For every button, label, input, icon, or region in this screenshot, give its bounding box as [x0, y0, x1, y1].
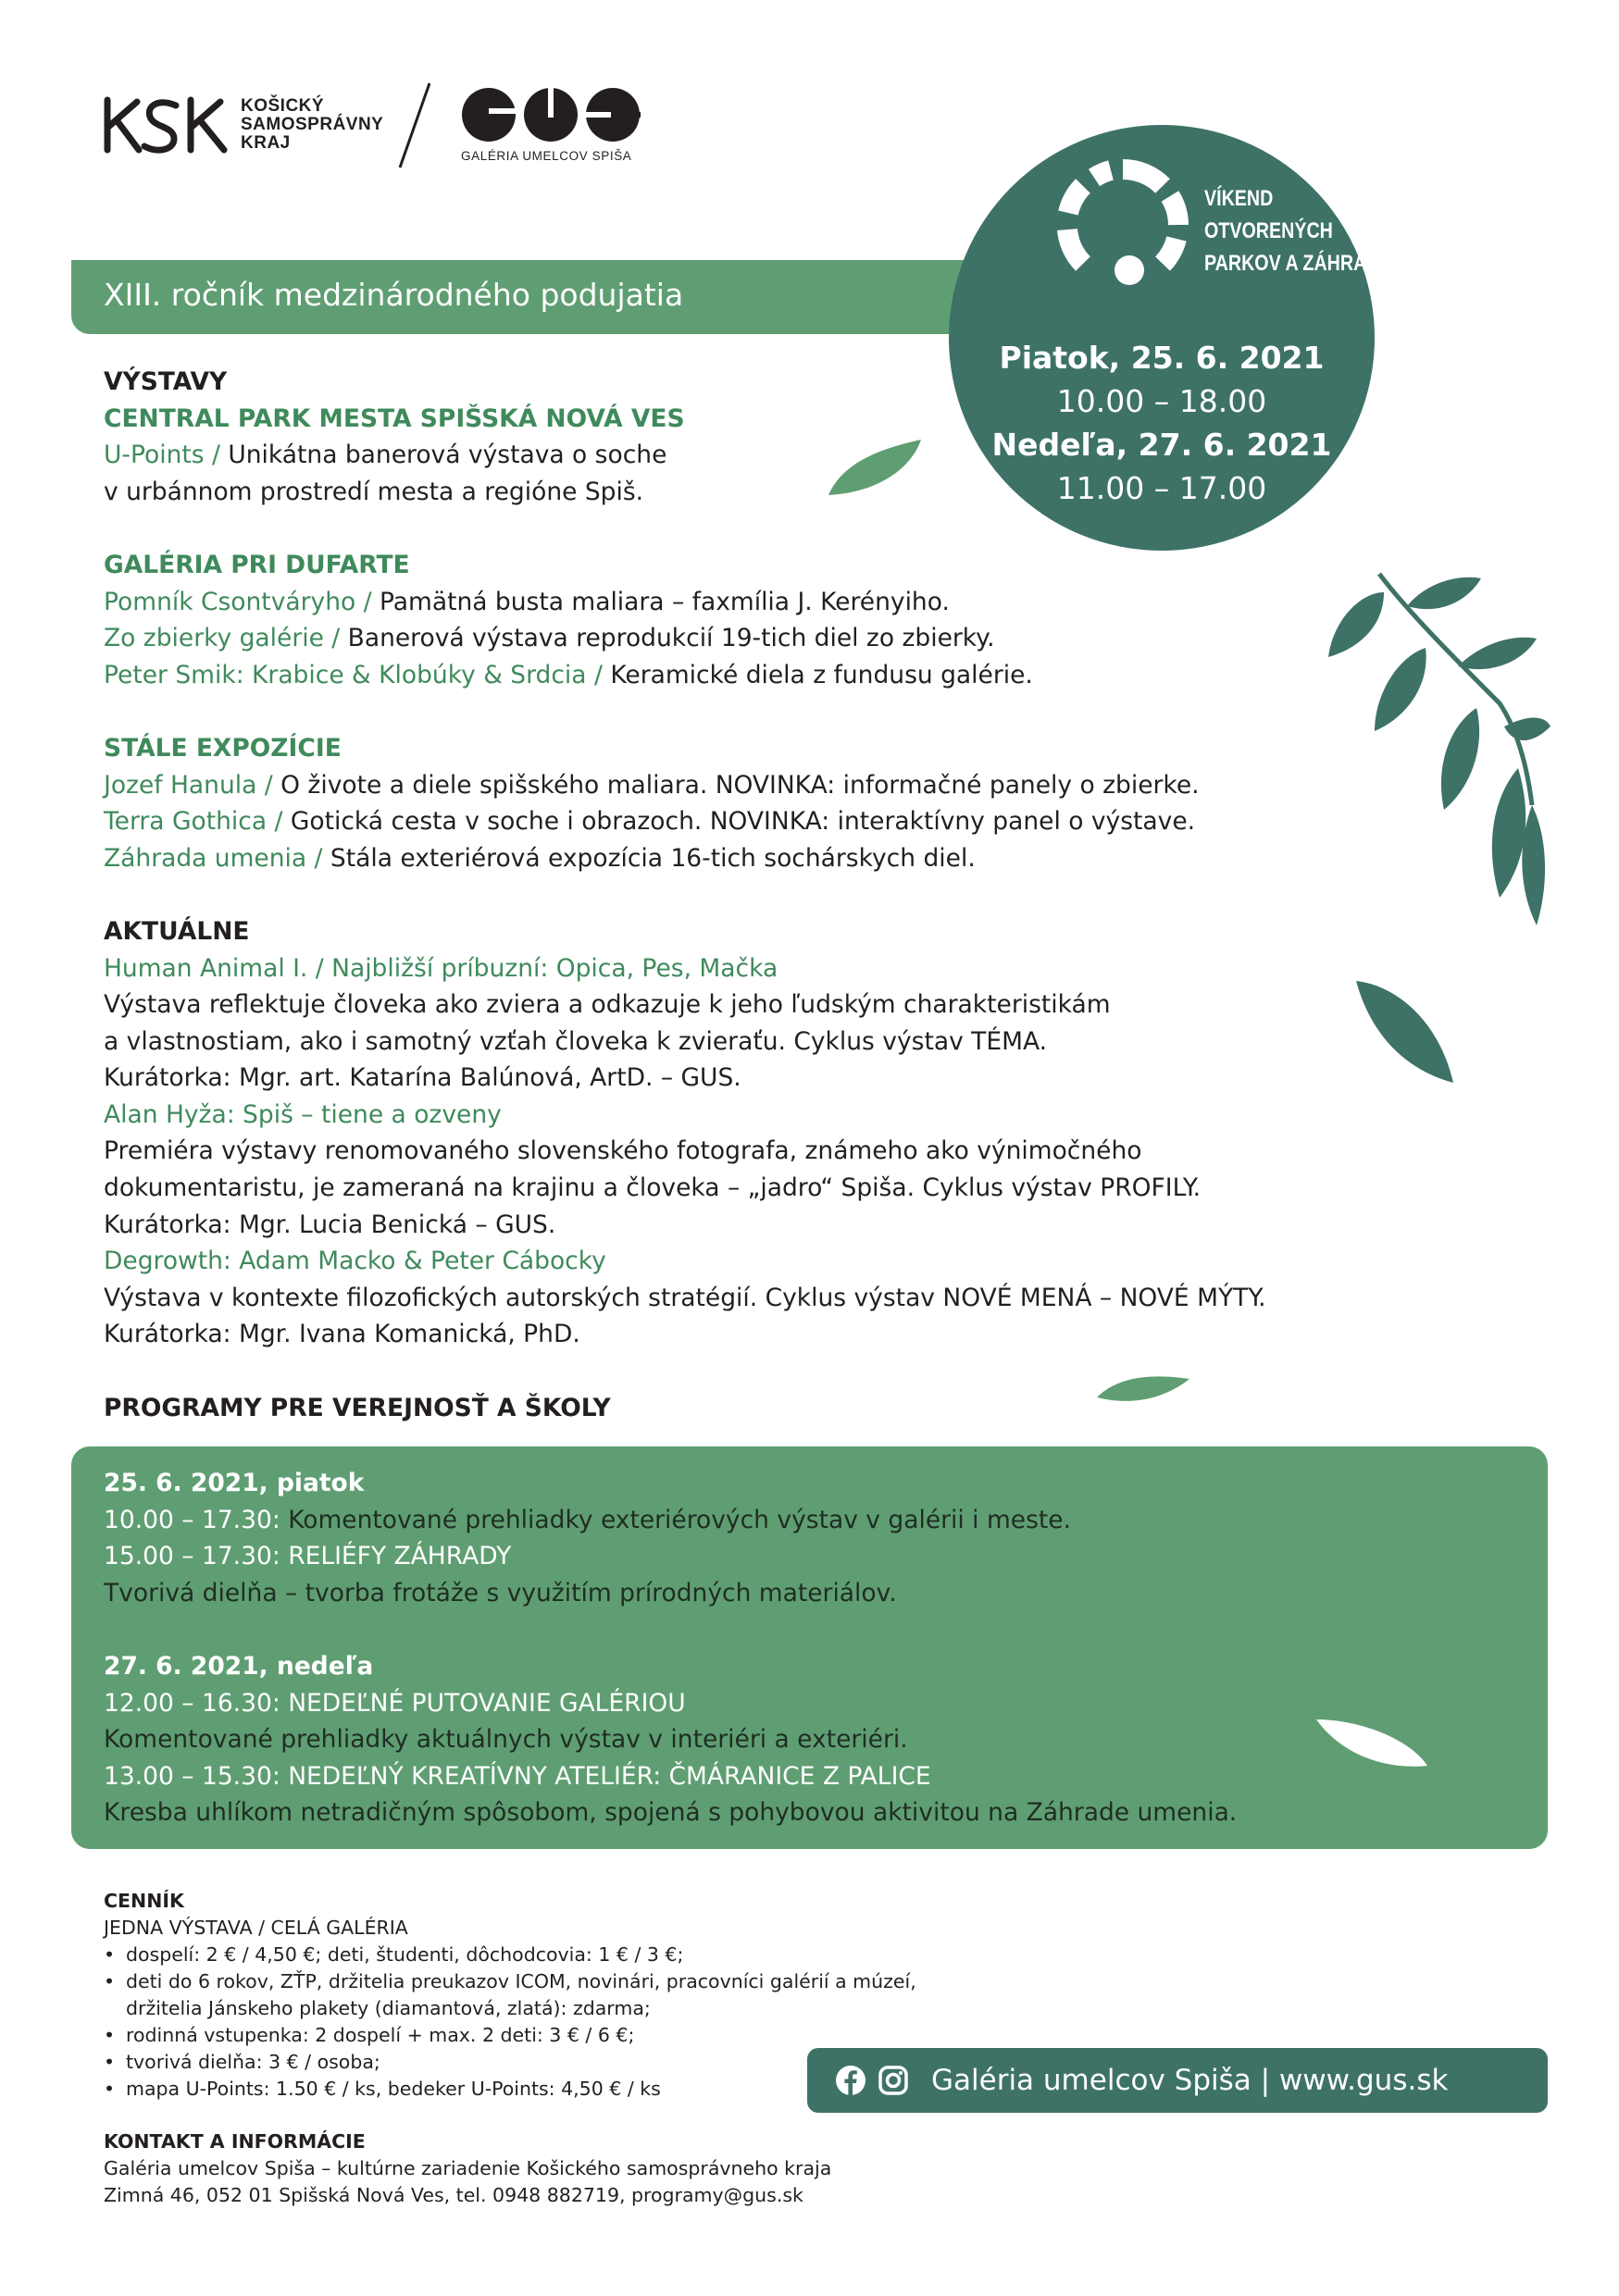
gus-logo [461, 86, 646, 163]
program-text: NEDEĽNÝ KREATÍVNY ATELIÉR: ČMÁRANICE Z PALICE [288, 1761, 931, 1791]
exhibit-title: Degrowth: Adam Macko & Peter Cábocky [104, 1247, 606, 1276]
instagram-icon[interactable] [878, 2065, 909, 2096]
program-note: Kresba uhlíkom netradičným spôsobom, spojená s pohybovou aktivitou na Záhrade umenia. [104, 1798, 1238, 1828]
facebook-icon[interactable] [835, 2065, 866, 2096]
contact-info [104, 2128, 831, 2209]
program-text: NEDEĽNÉ PUTOVANIE GALÉRIOU [288, 1688, 686, 1718]
program-text: Komentované prehliadky exteriérových výstav v galérii i meste. [288, 1505, 1072, 1534]
header-band-text: XIII. ročník medzinárodného podujatia [104, 277, 684, 313]
exhibit-item [104, 840, 1446, 877]
program-time: 13.00 – 15.30: [104, 1761, 289, 1791]
exhibit-title: Zo zbierky galérie / [104, 624, 348, 653]
header-band [71, 260, 1006, 334]
program-time: 12.00 – 16.30: [104, 1688, 289, 1718]
exhibit-description: Výstava reflektuje človeka ako zviera a odkazuje k jeho ľudským charakteristikám [104, 990, 1111, 1020]
price-heading: CENNÍK [104, 1890, 184, 1912]
exhibit-title: Human Animal I. / Najbližší príbuzní: Opica, Pes, Mačka [104, 953, 778, 983]
exhibit-description: a vlastnostiam, ako i samotný vzťah človeka k zvieraťu. Cyklus výstav TÉMA. [104, 1026, 1048, 1056]
price-item-text-cont: držitelia Jánskeho plakety (diamantová, zlatá): zdarma; [126, 1997, 651, 2019]
price-item [104, 1968, 916, 2022]
price-list [104, 1888, 916, 2103]
program-day-2: 27. 6. 2021, nedeľa [104, 1651, 374, 1681]
program-note: Tvorivá dielňa – tvorba frotáže s využitím prírodných materiálov. [104, 1578, 897, 1607]
exhibit-item [104, 620, 1446, 657]
gus-logo-mark [461, 86, 641, 143]
contact-heading: KONTAKT A INFORMÁCIE [104, 2130, 366, 2153]
section-heading-galeria: GALÉRIA PRI DUFARTE [104, 550, 410, 579]
exhibit-item [104, 584, 1446, 621]
program-text: RELIÉFY ZÁHRADY [288, 1542, 512, 1571]
section-subheading-central-park: CENTRAL PARK MESTA SPIŠSKÁ NOVÁ VES [104, 403, 685, 433]
price-item-text: deti do 6 rokov, ZŤP, držitelia preukazov ICOM, novinári, pracovníci galérií a múzeí, [126, 1970, 916, 1992]
exhibit-description: Pamätná busta maliara – faxmília J. Kerényiho. [379, 587, 950, 616]
ksk-logo [102, 93, 383, 157]
exhibit-description: Unikátna banerová výstava o soche [228, 441, 667, 470]
exhibit-description: dokumentaristu, je zameraná na krajinu a človeka – „jadro“ Spiša. Cyklus výstav PROFILY. [104, 1173, 1202, 1203]
program-item [104, 1538, 1237, 1575]
exhibit-description: Stála exteriérová expozícia 16-tich sochárskych diel. [330, 843, 976, 873]
exhibit-item [104, 657, 1446, 694]
gus-logo-caption: GALÉRIA UMELCOV SPIŠA [461, 149, 632, 163]
exhibit-title: U-Points / [104, 441, 229, 470]
exhibit-description: Keramické diela z fundusu galérie. [610, 660, 1033, 689]
exhibit-description-cont: v urbánnom prostredí mesta a regióne Spiš. [104, 477, 644, 506]
event-time-2: 11.00 – 17.00 [1056, 470, 1267, 506]
price-items [104, 1942, 916, 2103]
program-item [104, 1502, 1237, 1539]
exhibit-title: Alan Hyža: Spiš – tiene a ozveny [104, 1099, 502, 1129]
contact-line: Galéria umelcov Spiša – kultúrne zariadenie Košického samosprávneho kraja [104, 2157, 832, 2179]
price-item: • rodinná vstupenka: 2 dospelí + max. 2 deti: 3 € / 6 €; [104, 2022, 916, 2049]
exhibit-title: Pomník Csontváryho / [104, 587, 380, 616]
program-time: 10.00 – 17.30: [104, 1505, 289, 1534]
price-subheading: JEDNA VÝSTAVA / CELÁ GALÉRIA [104, 1917, 408, 1939]
exhibit-curator: Kurátorka: Mgr. art. Katarína Balúnová, ArtD. – GUS. [104, 1063, 741, 1093]
exhibit-title: Záhrada umenia / [104, 843, 330, 873]
section-heading-vystavy: VÝSTAVY [104, 367, 228, 396]
ksk-logo-mark [102, 93, 231, 157]
exhibit-description: Premiéra výstavy renomovaného slovenského fotografa, známeho ako výnimočného [104, 1136, 1142, 1166]
exhibit-description: O živote a diele spišského maliara. NOVINKA: informačné panely o zbierke. [280, 770, 1200, 800]
program-day-1: 25. 6. 2021, piatok [104, 1469, 365, 1497]
price-item: • dospelí: 2 € / 4,50 €; deti, študenti, dôchodcovia: 1 € / 3 €; [104, 1942, 916, 1968]
event-title-line-3: PARKOV A ZÁHRAD [1204, 251, 1380, 276]
section-heading-stale: STÁLE EXPOZÍCIE [104, 733, 342, 763]
main-content [104, 364, 1446, 1426]
exhibit-curator: Kurátorka: Mgr. Ivana Komanická, PhD. [104, 1320, 580, 1349]
ksk-logo-text [241, 97, 383, 153]
exhibit-title: Terra Gothica / [104, 807, 291, 837]
event-day-1: Piatok, 25. 6. 2021 [999, 340, 1325, 376]
program-item [104, 1758, 1237, 1795]
event-day-2: Nedeľa, 27. 6. 2021 [991, 427, 1332, 463]
event-title-line-1: VÍKEND [1204, 186, 1274, 211]
leaf-icon [1312, 1715, 1432, 1770]
program-box [71, 1446, 1548, 1849]
exhibit-description: Gotická cesta v soche i obrazoch. NOVINKA: interaktívny panel o výstave. [290, 807, 1196, 837]
exhibit-item [104, 767, 1446, 804]
contact-line: Zimná 46, 052 01 Spišská Nová Ves, tel. 0948 882719, programy@gus.sk [104, 2184, 803, 2206]
exhibit-item [104, 803, 1446, 840]
program-list [104, 1465, 1237, 1831]
social-bar-text[interactable]: Galéria umelcov Spiša | www.gus.sk [931, 2064, 1449, 2097]
event-title [1204, 182, 1380, 279]
exhibit-description: Banerová výstava reprodukcií 19-tich diel zo zbierky. [347, 624, 995, 653]
social-bar[interactable] [807, 2048, 1548, 2113]
ksk-line-1: KOŠICKÝ [241, 96, 325, 116]
program-time: 15.00 – 17.30: [104, 1542, 289, 1571]
exhibit-description: Výstava v kontexte filozofických autorských stratégií. Cyklus výstav NOVÉ MENÁ – NOVÉ MÝTY. [104, 1283, 1266, 1312]
park-garden-logo-icon [1053, 155, 1192, 294]
event-title-line-2: OTVORENÝCH [1204, 218, 1333, 243]
price-item: • mapa U-Points: 1.50 € / ks, bedeker U-Points: 4,50 € / ks [104, 2076, 916, 2103]
ksk-line-3: KRAJ [241, 133, 291, 153]
program-item [104, 1685, 1237, 1722]
exhibit-item [104, 437, 1446, 474]
program-note: Komentované prehliadky aktuálnych výstav v interiéri a exteriéri. [104, 1725, 908, 1755]
logo-divider [396, 81, 433, 169]
event-time-1: 10.00 – 18.00 [1056, 383, 1267, 419]
section-heading-programy: PROGRAMY PRE VEREJNOSŤ A ŠKOLY [104, 1393, 611, 1422]
exhibit-curator: Kurátorka: Mgr. Lucia Benická – GUS. [104, 1210, 556, 1239]
exhibit-title: Peter Smik: Krabice & Klobúky & Srdcia / [104, 660, 611, 689]
price-item: • tvorivá dielňa: 3 € / osoba; [104, 2049, 916, 2076]
ksk-line-2: SAMOSPRÁVNY [241, 115, 384, 134]
section-heading-aktualne: AKTUÁLNE [104, 916, 250, 946]
exhibit-title: Jozef Hanula / [104, 770, 281, 800]
